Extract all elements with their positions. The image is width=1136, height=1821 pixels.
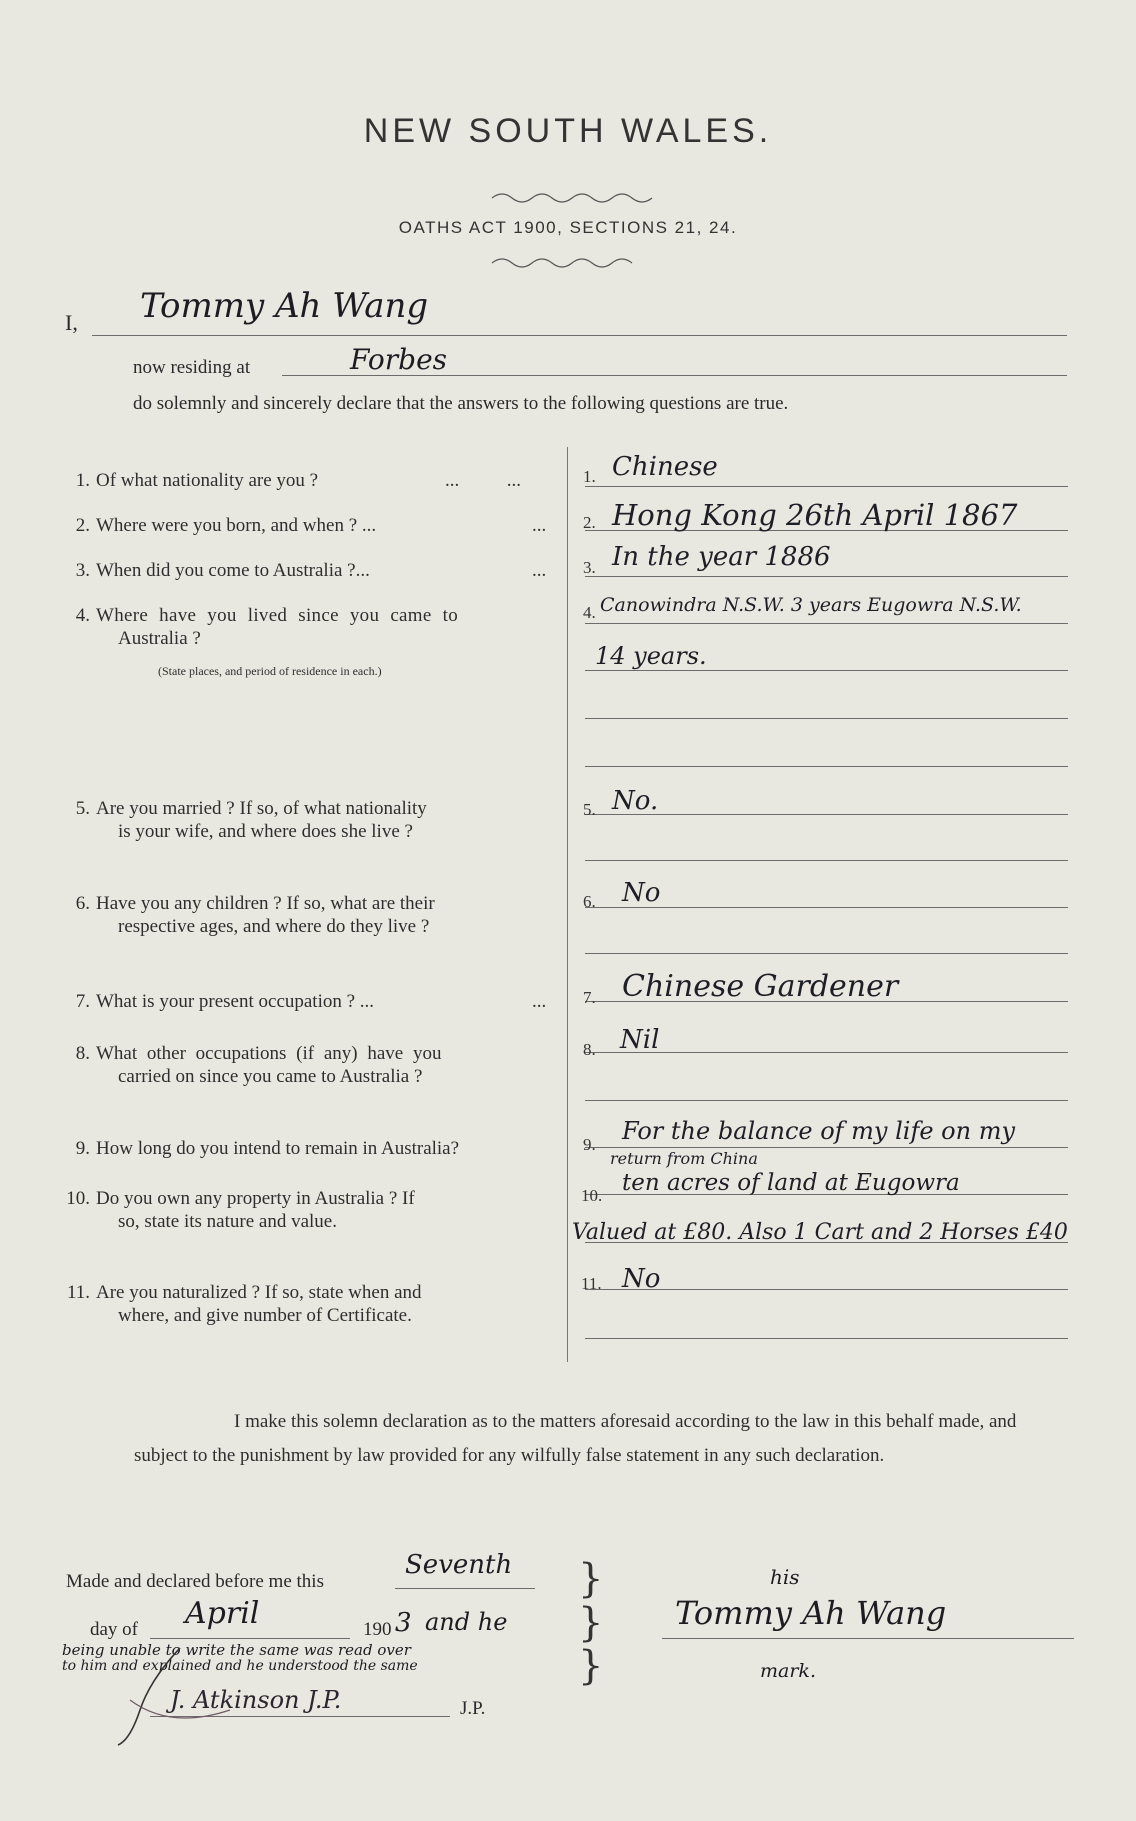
question-7: 7. What is your present occupation ? ... ... xyxy=(75,991,547,1012)
answer-10-line-2: Valued at £80. Also 1 Cart and 2 Horses £40 xyxy=(572,1220,1068,1245)
answer-7: Chinese Gardener xyxy=(622,969,899,1004)
year-prefix: 190 xyxy=(363,1619,392,1640)
decorative-flourish-bottom xyxy=(490,255,650,269)
answer-2-number: 2. xyxy=(583,513,596,532)
answer-4-number: 4. xyxy=(583,603,596,622)
month-written: April xyxy=(185,1596,260,1631)
question-9: 9. How long do you intend to remain in Australia? xyxy=(75,1138,460,1159)
answer-line xyxy=(585,1100,1068,1101)
month-line xyxy=(150,1638,350,1639)
name-line xyxy=(92,335,1067,336)
jp-signature-flourish xyxy=(110,1640,240,1750)
answer-line xyxy=(585,670,1068,671)
year-digit: 3 xyxy=(395,1608,412,1638)
answer-11: No xyxy=(622,1264,661,1294)
residence-value: Forbes xyxy=(350,343,448,376)
attestation-note-line-1: and he xyxy=(425,1608,508,1636)
answer-10-number: 10. xyxy=(581,1186,603,1205)
attestation-note-line-3: to him and explained and he understood the same xyxy=(62,1658,418,1674)
answer-line xyxy=(585,486,1068,487)
declaration-intro: do solemnly and sincerely declare that the answers to the following questions are true. xyxy=(133,393,789,414)
answer-7-number: 7. xyxy=(583,988,596,1007)
answer-8-number: 8. xyxy=(583,1040,596,1059)
made-declared-label: Made and declared before me this xyxy=(66,1571,324,1592)
question-2: 2. Where were you born, and when ? ... ... xyxy=(75,515,547,536)
day-written: Seventh xyxy=(405,1550,513,1580)
jp-signature: J. Atkinson J.P. xyxy=(170,1686,342,1714)
day-line xyxy=(395,1588,535,1589)
residing-label: now residing at xyxy=(133,357,251,378)
answer-9-line-2: return from China xyxy=(610,1149,758,1168)
attestation-note-line-2: being unable to write the same was read over xyxy=(62,1641,411,1659)
brace-icon: } xyxy=(578,1643,604,1689)
day-of-label: day of xyxy=(90,1619,139,1640)
question-3: 3. When did you come to Australia ?... ... xyxy=(75,560,547,581)
answer-line xyxy=(585,766,1068,767)
signature-his: his xyxy=(770,1565,800,1589)
answer-11-number: 11. xyxy=(581,1274,602,1293)
question-5: 5. Are you married ? If so, of what nationality is your wife, and where does she live ? xyxy=(75,798,427,842)
answer-6-number: 6. xyxy=(583,892,596,911)
answer-line xyxy=(585,576,1068,577)
answer-4-line-1: Canowindra N.S.W. 3 years Eugowra N.S.W. xyxy=(600,594,1022,616)
i-label: I, xyxy=(65,310,78,335)
answer-5: No. xyxy=(612,786,659,816)
question-4: 4. Where have you lived since you came to Australia ? (State places, and period of residence in each.) xyxy=(75,605,459,678)
jp-label: J.P. xyxy=(460,1698,486,1719)
question-8: 8. What other occupations (if any) have you carried on since you came to Australia ? xyxy=(75,1043,442,1087)
question-6: 6. Have you any children ? If so, what are their respective ages, and where do they live ? xyxy=(75,893,435,937)
answer-line xyxy=(585,1338,1068,1339)
declarant-signature: Tommy Ah Wang xyxy=(675,1594,947,1632)
answer-3-number: 3. xyxy=(583,558,596,577)
answer-5-number: 5. xyxy=(583,800,596,819)
declarant-name: Tommy Ah Wang xyxy=(140,286,429,326)
brace-icon: } xyxy=(578,1556,604,1602)
solemn-declaration-paragraph: I make this solemn declaration as to the matters aforesaid according to the law in this behalf made, and subject to the punishment by law provided for any wilfully false statement in any such declaration. xyxy=(134,1411,1017,1466)
declarant-signature-line xyxy=(662,1638,1074,1639)
question-11: 11. Are you naturalized ? If so, state when and where, and give number of Certificate. xyxy=(66,1282,422,1326)
act-reference: OATHS ACT 1900, SECTIONS 21, 24. xyxy=(398,218,738,237)
brace-icon: } xyxy=(578,1600,604,1646)
question-10: 10. Do you own any property in Australia ? If so, state its nature and value. xyxy=(66,1188,415,1232)
question-1: 1. Of what nationality are you ? ... ... xyxy=(75,470,521,491)
answer-1: Chinese xyxy=(612,452,718,482)
answer-9-number: 9. xyxy=(583,1135,596,1154)
answer-line xyxy=(585,953,1068,954)
answer-line xyxy=(585,860,1068,861)
answer-1-number: 1. xyxy=(583,467,596,486)
column-divider xyxy=(567,447,568,1362)
signature-mark: mark. xyxy=(760,1660,816,1682)
answer-line xyxy=(585,623,1068,624)
answer-3: In the year 1886 xyxy=(612,542,831,572)
answer-8: Nil xyxy=(620,1025,660,1055)
answer-9-line-1: For the balance of my life on my xyxy=(622,1117,1016,1145)
answer-6: No xyxy=(622,878,661,908)
page-title: NEW SOUTH WALES. xyxy=(363,112,773,150)
decorative-flourish-top xyxy=(490,190,660,204)
answer-4-line-2: 14 years. xyxy=(595,642,707,670)
answer-line xyxy=(585,1147,1068,1148)
answer-2: Hong Kong 26th April 1867 xyxy=(612,498,1018,532)
answer-line xyxy=(585,718,1068,719)
answer-10-line-1: ten acres of land at Eugowra xyxy=(622,1170,960,1196)
